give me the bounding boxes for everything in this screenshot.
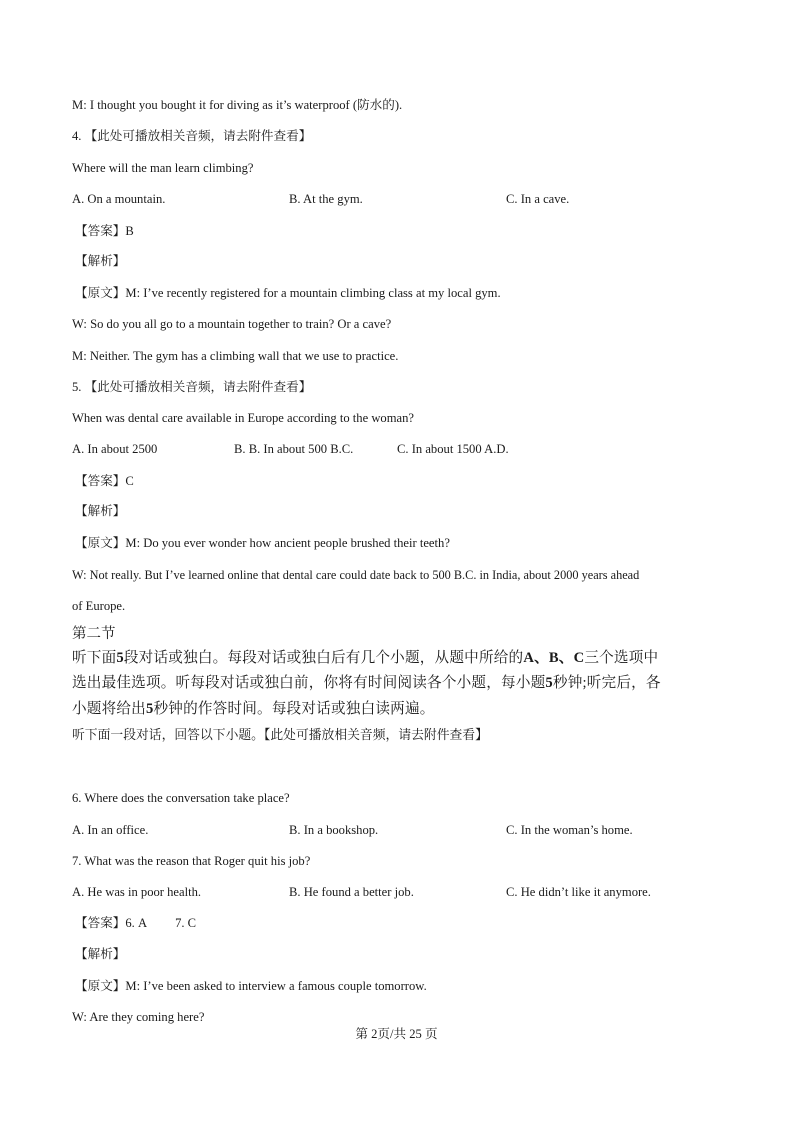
answer-tag: 【答案】 [75, 474, 126, 488]
instr-text: 三个选项中 [584, 650, 659, 666]
question-number: 5. [72, 380, 82, 394]
instr-bold: A、B、C [523, 650, 585, 666]
section-instruction-line [72, 650, 658, 666]
question-header [72, 128, 311, 144]
answer-value: B [125, 224, 134, 238]
option-a: A. In an office. [72, 823, 149, 837]
transcript-line [75, 535, 450, 551]
option-c: C. He didn’t like it anymore. [506, 885, 651, 899]
answer-tag: 【答案】 [75, 916, 126, 930]
transcript-line: M: I thought you bought it for diving as it’s waterproof (防水的). [72, 98, 403, 112]
section-instruction-line [72, 675, 661, 691]
transcript-line: M: Neither. The gym has a climbing wall that we use to practice. [72, 349, 399, 363]
analysis-tag: 【解析】 [75, 504, 126, 518]
analysis-tag: 【解析】 [75, 947, 126, 961]
transcript-text: M: I’ve been asked to interview a famous couple tomorrow. [125, 979, 427, 993]
instr-bold: 5 [116, 650, 124, 666]
transcript-line: W: So do you all go to a mountain together to train? Or a cave? [72, 317, 392, 331]
transcript-tag: 【原文】 [75, 536, 126, 550]
analysis-tag: 【解析】 [75, 254, 126, 268]
question-text: When was dental care available in Europe according to the woman? [72, 411, 414, 425]
question-text: 7. What was the reason that Roger quit his job? [72, 854, 311, 868]
audio-note: 【此处可播放相关音频，请去附件查看】 [84, 380, 312, 394]
page-footer: 第 2页/共 25 页 [355, 1027, 438, 1041]
sub-instruction: 听下面一段对话，回答以下小题。【此处可播放相关音频，请去附件查看】 [72, 728, 488, 742]
option-a: A. In about 2500 [72, 442, 158, 456]
question-number: 4. [72, 129, 82, 143]
instr-bold: 5 [145, 701, 154, 717]
instr-text: 选出最佳选项。听每段对话或独白前，你将有时间阅读各个小题，每小题 [72, 675, 546, 691]
section-instruction-line [72, 701, 435, 717]
transcript-line [75, 978, 427, 994]
transcript-line: of Europe. [72, 599, 126, 613]
instr-text: 秒钟的作答时间。每段对话或独白读两遍。 [153, 701, 435, 717]
transcript-text: M: Do you ever wonder how ancient people brushed their teeth? [125, 536, 450, 550]
question-text: 6. Where does the conversation take place? [72, 791, 290, 805]
section-title: 第二节 [72, 626, 116, 642]
question-header [72, 379, 311, 395]
instr-text: 秒钟;听完后，各 [552, 675, 661, 691]
answer-value: 7. C [175, 916, 197, 930]
transcript-tag: 【原文】 [75, 979, 126, 993]
audio-note: 【此处可播放相关音频，请去附件查看】 [84, 129, 312, 143]
answer-line [75, 915, 196, 931]
option-a: A. He was in poor health. [72, 885, 202, 899]
option-b: B. At the gym. [289, 192, 363, 206]
instr-bold: 5 [545, 675, 553, 691]
option-b: B. B. In about 500 B.C. [234, 442, 354, 456]
answer-value: 6. A [125, 916, 148, 930]
answer-line [75, 473, 134, 489]
transcript-tag: 【原文】 [75, 286, 126, 300]
option-b: B. In a bookshop. [289, 823, 379, 837]
option-c: C. In the woman’s home. [506, 823, 633, 837]
question-text: Where will the man learn climbing? [72, 161, 254, 175]
option-c: C. In about 1500 A.D. [397, 442, 509, 456]
answer-tag: 【答案】 [75, 224, 126, 238]
transcript-line: W: Not really. But I’ve learned online that dental care could date back to 500 B.C. in India, about 2000 years ahead [72, 568, 640, 582]
instr-text: 听下面 [72, 650, 117, 666]
instr-text: 段对话或独白。每段对话或独白后有几个小题，从题中所给的 [123, 650, 524, 666]
instr-text: 小题将给出 [72, 701, 146, 717]
option-b: B. He found a better job. [289, 885, 414, 899]
answer-value: C [125, 474, 134, 488]
transcript-text: M: I’ve recently registered for a mountain climbing class at my local gym. [125, 286, 501, 300]
option-a: A. On a mountain. [72, 192, 166, 206]
transcript-line [75, 285, 501, 301]
option-c: C. In a cave. [506, 192, 570, 206]
transcript-line: W: Are they coming here? [72, 1010, 205, 1024]
answer-line [75, 223, 134, 239]
